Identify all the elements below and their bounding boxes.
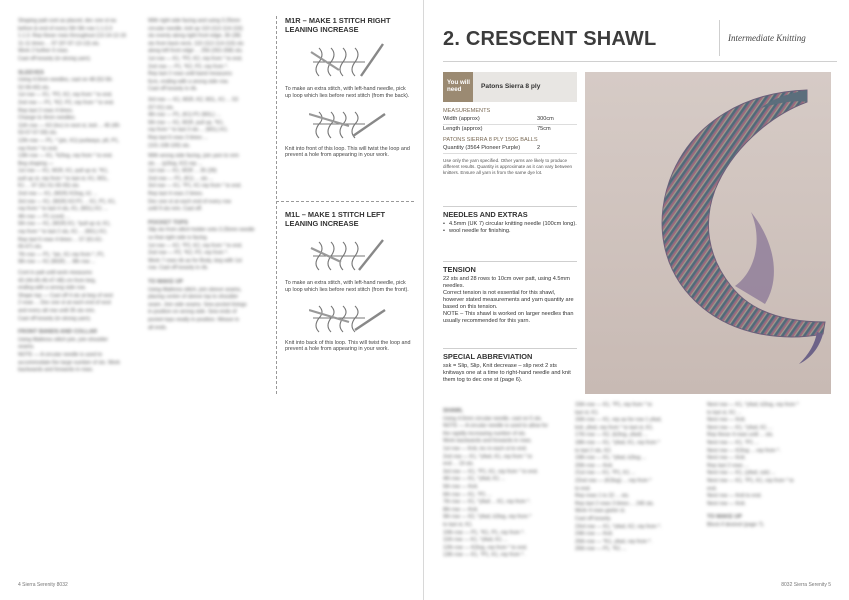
pattern-line: 16th row — K1, rep as for row 1 yfwd, xyxy=(575,417,662,424)
pattern-line: Rep last 6 rows 3 times ... xyxy=(148,134,208,141)
pattern-line: sts evenly along right front edge, 36 (38) xyxy=(148,33,241,40)
pattern-line: 26th row — P1, *K1 ... xyxy=(575,546,627,553)
left-page xyxy=(0,0,424,600)
pattern-title: 2. CRESCENT SHAWL xyxy=(443,28,657,50)
pattern-line: end ... 19 sts. xyxy=(443,461,475,468)
pattern-line: 17th row — K2, (k2tog, yfwd) ... xyxy=(575,432,648,439)
pattern-line: ending with a wrong side row. xyxy=(18,285,87,292)
pattern-line: Cast off loosely in rib. xyxy=(148,86,198,93)
pattern-line: 13th row — K1, *k2tog, rep from * to end. xyxy=(18,153,113,160)
pattern-text xyxy=(148,287,270,333)
measurement-row xyxy=(443,125,577,134)
pattern-line: K1 ... 97 (51-51-55-55) sts. xyxy=(18,183,80,190)
m1l-step2-text: Knit into back of this loop. This will twist the loop and prevent a hole from appearing in your work. xyxy=(285,339,411,353)
pattern-line: 4th row — P1 (cont) ... xyxy=(18,213,70,220)
pattern-line: Next row — K1, *yfwd, K1 ... xyxy=(707,424,773,431)
pattern-line: the rapidly increasing number of sts. xyxy=(443,430,527,437)
pattern-text xyxy=(443,416,567,538)
pattern-line: NOTE — A circular needle is used to xyxy=(18,351,103,358)
pattern-line: Rep last 2 rows 4 times. xyxy=(18,107,74,114)
pattern-line: NOTE — A circular needle is used to allow for xyxy=(443,423,548,430)
pattern-line: before & end of every 5th 5th row 1.1.3.3 xyxy=(18,25,113,32)
pattern-line: Cast off loosely. xyxy=(575,515,612,522)
you-will-need-tab: You will need xyxy=(443,72,473,102)
pattern-line: Next row — Knit. xyxy=(707,500,746,507)
pattern-line: Rep rows 1 to 22 ... sts. xyxy=(575,493,630,500)
pattern-line: 1st row — K2, *P2, K2, rep from * to end. xyxy=(148,242,243,249)
right-column-2 xyxy=(575,402,699,554)
pattern-line: pocket tops neatly in position. Weave in xyxy=(148,316,240,323)
quantity-label: Quantity (3564 Pioneer Purple) xyxy=(443,145,521,151)
pattern-line: Using 4.0mm needles, cast on 48 (52-56- xyxy=(18,77,114,84)
pattern-line: seam. Join side seams. Sew pocket linings xyxy=(148,301,247,308)
pattern-line: Rep last 2 rows 3 times ... 245 sts. xyxy=(575,500,655,507)
m1r-step1-illustration xyxy=(309,40,387,84)
section-heading: TO MAKE UP xyxy=(707,514,743,521)
technique-title: M1L – MAKE 1 STITCH LEFT LEANING INCREASE xyxy=(285,210,386,228)
pattern-line: Shaping patt cont as placed, dec one st ea xyxy=(18,18,117,24)
pattern-line: Rep last 4 rows 2 times. xyxy=(148,191,204,198)
pattern-line: 3rd row — K1, (M1R) K3 P1 ... K1, P1, K1, xyxy=(18,198,117,205)
abbreviation-section xyxy=(443,348,577,384)
pattern-line: Cont in patt until work measures xyxy=(18,270,93,276)
pattern-line: in position on wrong side. Sew ends of xyxy=(148,309,237,316)
tension-title: TENSION xyxy=(443,261,577,274)
pattern-line: 2nd row — P2, *K2, P2, rep from *. xyxy=(148,250,229,257)
pattern-line: so that right side is facing. xyxy=(148,235,208,242)
pattern-line: rep from * to last 2 sts, K1 ... (M1L) K1. xyxy=(18,229,108,236)
pattern-line: 1st row — K1, *P2, K2, rep from * to end. xyxy=(148,55,243,62)
pattern-line: Next row — Knit. xyxy=(707,417,746,424)
pattern-line: to last st, K1 ... xyxy=(707,409,742,416)
pattern-text xyxy=(18,270,138,323)
m1l-step1-illustration xyxy=(309,234,387,278)
section-heading: SHAWL xyxy=(443,408,464,414)
pattern-line: Dec one st at each end of every row xyxy=(148,198,232,205)
col1-block xyxy=(18,18,138,375)
rc1-block xyxy=(443,408,567,560)
pattern-line: Next row — Knit to end. xyxy=(707,493,762,500)
pattern-line: 11th row — K3 (Inc) in next st, knit ... 45 (49- xyxy=(18,122,121,129)
pattern-line: With right side facing and using 3.25mm xyxy=(148,18,241,24)
pattern-line: 10th row — P1, *K1, P1, rep from *. xyxy=(443,529,525,536)
pattern-line: 9th row — K2, *yfwd, k2tog, rep from * xyxy=(443,514,532,521)
tension-line: 22 sts and 28 rows to 10cm over patt, using 4.5mm needles. xyxy=(443,276,570,289)
pattern-line: 2nd row — P1, *K2, P2, rep from *. xyxy=(148,63,229,70)
pattern-line: 3rd row — K1, M1R, K2, M1L, K1 ... 53 xyxy=(148,96,238,103)
materials-box xyxy=(443,72,577,175)
pattern-text xyxy=(148,227,270,273)
pattern-line: 12th row — K2tog, rep from * to end. xyxy=(443,544,528,551)
pattern-line: 5th row — K1, M1R, pull up, *K1, xyxy=(148,119,225,126)
needles-list xyxy=(443,221,577,235)
shawl-photo xyxy=(585,72,831,394)
pattern-line: Block if desired (page 7). xyxy=(707,521,765,528)
pattern-line: Next row — K1, *P1 ... xyxy=(707,439,759,446)
pattern-line: 25th row — *K1, yfwd, rep from *. xyxy=(575,538,652,545)
pattern-line: seams. xyxy=(18,344,35,351)
pattern-line: 19th row — K1, *yfwd, k2tog ... xyxy=(575,455,647,462)
pattern-line: Shape top — Cast off 4 sts at beg of next xyxy=(18,292,113,299)
pattern-line: 4th row — P1, (K1) P1 (M1L) ... xyxy=(148,112,221,119)
tension-line: Correct tension is not essential for this shawl, however stated measurements and yarn quantity are based on this tension. xyxy=(443,290,574,310)
pattern-line: 65-67) sts. xyxy=(18,244,43,251)
pattern-line: Next row — K1, (yfwd, ssk) ... xyxy=(707,470,776,477)
section-heading: FRONT BANDS AND COLLAR xyxy=(18,329,98,336)
pattern-line: backwards and forwards in rows. xyxy=(18,367,94,374)
needles-item: • 4.5mm (UK 7) circular knitting needle (100cm long). xyxy=(443,221,577,228)
pattern-line: row. Cast off loosely in rib. xyxy=(148,265,209,272)
title-divider xyxy=(719,20,720,56)
tension-body xyxy=(443,276,577,325)
section-heading: TO MAKE UP xyxy=(148,279,184,285)
technique-sidebar xyxy=(276,16,414,394)
left-column-2 xyxy=(148,18,270,335)
pattern-line: (101-108-100) sts. xyxy=(148,142,191,149)
pattern-text xyxy=(707,470,831,508)
pattern-text xyxy=(148,153,270,214)
pattern-line: 7th row — K1, *yfwd ... K1, rep from *. xyxy=(443,499,531,506)
pattern-line: 2nd row — P1, *K2, P2, rep from * to end. xyxy=(18,99,115,106)
needles-section xyxy=(443,206,577,235)
abbreviation-title: SPECIAL ABBREVIATION xyxy=(443,348,577,361)
pattern-line: Slip sts from stitch holder onto 3.25mm needle xyxy=(148,227,255,234)
pattern-text xyxy=(707,522,831,530)
pattern-line: 13th row — K1, *P1, K1, rep from *. xyxy=(443,552,525,559)
pattern-line: 52-56-60) sts. xyxy=(18,84,51,91)
pattern-line: 2nd row — K1, (M1R) K2tog, k1 ... xyxy=(18,191,98,198)
pattern-line: sts ... (p2tog, K2) rep ... xyxy=(148,160,203,167)
section-heading: SLEEVES xyxy=(18,69,44,76)
right-folio: 8032 Sierra Serenity 5 xyxy=(781,582,831,588)
pattern-line: Rep these 4 rows until ... sts. xyxy=(707,432,774,439)
pattern-text xyxy=(148,97,270,150)
pattern-line: Rep last 6 rows 4 times ... 57 (61-61- xyxy=(18,236,104,243)
pattern-line: 8th row — Knit. xyxy=(443,506,479,513)
pattern-line: Beg shaping — xyxy=(18,160,54,167)
pattern-line: rep from * to last 4 sts, K1, (M1L) K1 ... xyxy=(18,206,108,213)
right-page xyxy=(425,0,849,600)
pattern-line: 43 (44-45-46-47-48) cm from beg, xyxy=(18,277,97,284)
pattern-text xyxy=(18,77,138,267)
pattern-line: 18th row — K1, *yfwd, K1, rep from * xyxy=(575,439,660,446)
quantity-row xyxy=(443,144,577,153)
pattern-line: Using Mattress stitch, join sleeve seams, xyxy=(148,286,242,293)
pattern-line: 1st row — K1, *P2, K2, rep from * to end. xyxy=(18,92,113,99)
pattern-line: Work backwards and forwards in rows. xyxy=(443,438,532,445)
pattern-line: to last 2 sts, K2. xyxy=(575,447,612,454)
right-column-1 xyxy=(443,402,567,560)
pattern-line: Rep last 2 rows until band measures xyxy=(148,71,232,78)
rc2-block xyxy=(575,402,699,554)
pattern-line: Next row — K2tog ... rep from *. xyxy=(707,447,781,454)
crescent-shawl-image xyxy=(585,72,831,394)
pattern-line: (57-61) sts. xyxy=(148,104,175,111)
m1r-step1-text: To make an extra stitch, with left-hand needle, pick up loop which lies before next stitch (from the back). xyxy=(285,86,410,99)
technique-divider xyxy=(276,201,414,202)
rc3-block xyxy=(707,402,831,530)
pattern-line: 23rd row — K1, *yfwd, K2, rep from *. xyxy=(575,523,662,530)
pattern-line: sts from back neck, 110 (112-114-116) sts xyxy=(148,40,244,47)
technique-title: M1R – MAKE 1 STITCH RIGHT LEANING INCREASE xyxy=(285,16,391,34)
pattern-line: 3rd row — K1, *P1, K1 rep from * to end. xyxy=(148,183,242,190)
pattern-line: 1st row — Knit, inc in each st to end. xyxy=(443,445,528,452)
pattern-line: 2nd row — P1, (K1) ... sts ... xyxy=(148,175,214,182)
pattern-text xyxy=(443,537,567,560)
pattern-line: Cast off loosely (in strong yarn). xyxy=(18,55,92,62)
measurement-value: 300cm xyxy=(537,116,554,122)
pattern-line: Work 4 rows garter st. xyxy=(575,508,626,515)
balls-label: PATONS SIERRA 8 PLY 150G BALLS xyxy=(443,137,538,143)
pattern-line: 7th row — P1, *pic, K1 rep from *, P1. xyxy=(18,251,106,258)
pattern-line: end. xyxy=(707,485,718,492)
pattern-line: accommodate the large number of sts. Work xyxy=(18,359,120,366)
pattern-text xyxy=(148,18,270,94)
pattern-line: and every alt row until 35 sts rem. xyxy=(18,307,96,314)
pattern-line: 1st row — K1, M1R ... 35 (39) xyxy=(148,168,217,175)
m1l-step1-text: To make an extra stitch, with left-hand needle, pick up loop which lies before next stitch (from the front). xyxy=(285,280,409,293)
left-column-1 xyxy=(18,18,138,378)
pattern-line: Next row — Knit. xyxy=(707,455,746,462)
right-column-3 xyxy=(707,402,831,530)
abbreviation-body: ssk = Slip, Slip, Knit decrease – slip next 2 sts knitways one at a time to right-hand needle and knit them tog to dec one st (page 6). xyxy=(443,363,571,383)
pattern-line: Using 4.5mm circular needle, cast on 5 sts. xyxy=(443,415,543,422)
skill-level: Intermediate Knitting xyxy=(728,33,806,43)
technique-m1r xyxy=(285,16,413,159)
measurement-value: 75cm xyxy=(537,126,551,132)
pattern-line: Work 2 further 6 rows. xyxy=(18,48,69,55)
col2-block xyxy=(148,18,270,332)
pattern-line: pull up st, rep from * to last st, K1, M1L, xyxy=(18,175,109,182)
pattern-line: Using Mattress stitch join, join shoulder xyxy=(18,336,108,343)
rule xyxy=(443,153,577,154)
pattern-line: until 9 sts rem. Cast off. xyxy=(148,206,203,213)
pattern-line: 6cm, ending with a wrong side row. xyxy=(148,78,229,85)
measurements-label: MEASUREMENTS xyxy=(443,108,491,114)
pattern-line: 11th row — K1, *yfwd, K1 ... xyxy=(443,537,508,544)
pattern-line: 5th row — K1, (M1R) K1, *pull up st, K1, xyxy=(18,221,111,228)
m1r-step2-illustration xyxy=(309,106,387,144)
needles-title: NEEDLES AND EXTRAS xyxy=(443,206,577,219)
pattern-line: 9th row — K1 (M1R) ... 8th row ... xyxy=(18,259,96,266)
pattern-line: rep from * to last 3 sts ... (M1L) K1. xyxy=(148,127,229,134)
pattern-line: placing centre of sleeve top to shoulder xyxy=(148,294,239,301)
pattern-line: 24th row — Knit. xyxy=(575,531,614,538)
pattern-line: 15th row — K1, *P1, rep from * to xyxy=(575,402,652,408)
pattern-line: rep from * to end. xyxy=(18,145,59,152)
pattern-line: along left front edge ... 256 (262-268) sts. xyxy=(148,48,244,55)
pattern-line: knit, yfwd, rep from * to last st, K1. xyxy=(575,424,654,431)
tension-section xyxy=(443,261,577,325)
pattern-line: 2nd row — K1, *yfwd, K1, rep from * to xyxy=(443,453,533,460)
tension-line: NOTE – This shawl is worked on larger needles than usually recommended for this yarn. xyxy=(443,311,574,324)
m1l-step2-illustration xyxy=(309,300,387,338)
pattern-line: 22nd row — (K2tog) ... rep from * xyxy=(575,477,652,484)
pattern-line: to end. xyxy=(575,485,591,492)
pattern-line: all ends. xyxy=(148,324,168,331)
pattern-line: last st, K1. xyxy=(575,409,600,416)
pattern-text xyxy=(707,402,831,470)
section-heading: POCKET TOPS xyxy=(148,219,188,226)
pattern-line: 53-57-57-59) sts. xyxy=(18,130,58,137)
pattern-line: 5th row — Knit. xyxy=(443,483,479,490)
pattern-line: Next row — K1, *P1, K1, rep from * to xyxy=(707,477,794,484)
needles-item: • wool needle for finishing. xyxy=(443,228,577,235)
quantity-value: 2 xyxy=(537,145,541,151)
technique-m1l xyxy=(285,210,413,353)
yarn-note: Use only the yarn specified. Other yarns are likely to produce different results. Quantity is approximate as it can vary between knitters. Ensure all yarn is from the same dye lot. xyxy=(443,158,573,175)
pattern-line: 3rd row — K1, *P1, K1, rep from * to end. xyxy=(443,468,539,475)
left-folio: 4 Sierra Serenity 8032 xyxy=(18,582,68,588)
pattern-line: 6th row — K1, *P1 ... xyxy=(443,491,492,498)
pattern-line: 11-11 times ... 97 (97-97-13-13) sts. xyxy=(18,40,100,47)
measurement-row xyxy=(443,115,577,124)
pattern-line: 20th row — Knit. xyxy=(575,462,614,469)
pattern-line: With wrong side facing, join yarn to rem xyxy=(148,153,239,160)
yarn-name: Patons Sierra 8 ply xyxy=(481,83,541,90)
pattern-line: Next row — K1, *yfwd, k2tog, rep from * xyxy=(707,402,799,408)
pattern-line: 12th row — P1, * (pic, K1) purlways, p6, P1, xyxy=(18,137,120,144)
pattern-line: to last st, K1. xyxy=(443,521,473,528)
pattern-line: Work 7 rows rib as for Body, beg with 1st xyxy=(148,257,242,264)
pattern-line: 21st row — K1, *P1, K1 ... xyxy=(575,470,636,477)
m1r-step2-text: Knit into front of this loop. This will twist the loop and prevent a hole from appearing in your work. xyxy=(285,145,410,159)
measurement-label: Width (approx) xyxy=(443,116,480,122)
materials-header xyxy=(443,72,577,102)
pattern-line: circular needle, knit up 110 (112-114-116) xyxy=(148,25,243,32)
pattern-text xyxy=(18,18,138,64)
pattern-line: Change to 4mm needles. xyxy=(18,115,76,122)
pattern-line: Rep last 2 rows ... xyxy=(707,462,749,469)
pattern-text xyxy=(575,402,699,554)
pattern-line: 1st row — K1, M1R, K1, pull up st, *K1, xyxy=(18,168,109,175)
title-bar xyxy=(443,16,837,62)
pattern-text xyxy=(18,337,138,375)
pattern-line: 2 rows ... Dec one st at each end of next xyxy=(18,300,111,307)
pattern-line: Cast off loosely (in strong yarn). xyxy=(18,315,92,322)
measurement-label: Length (approx) xyxy=(443,126,483,132)
pattern-line: 1.1.3. Rep these rows throughout (13-14-12-16 xyxy=(18,33,127,40)
pattern-line: 4th row — K1, *yfwd, K1 ... xyxy=(443,476,505,483)
